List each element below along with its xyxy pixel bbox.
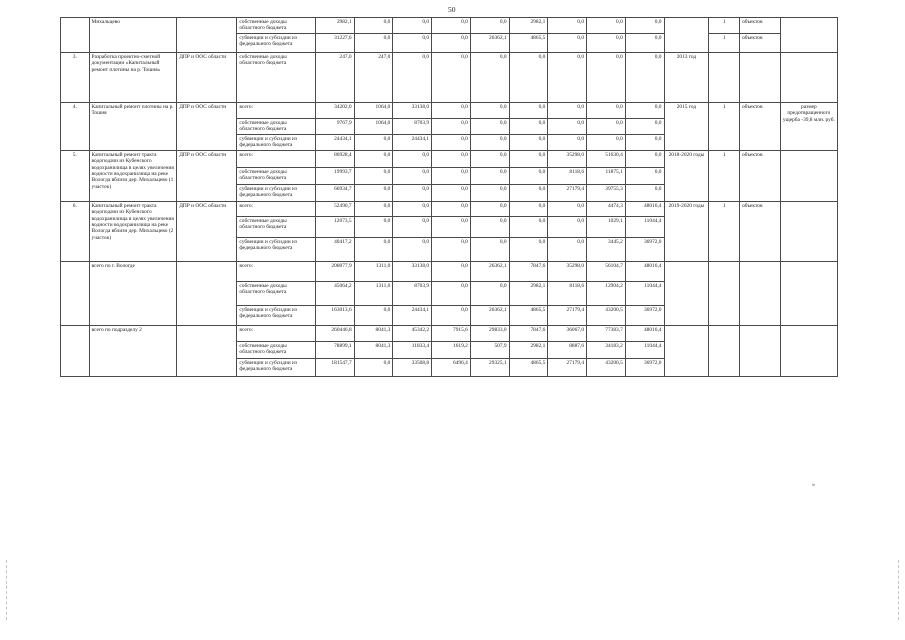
unit-quantity: 1 [709,150,740,201]
term: 2013 год [664,52,709,102]
amount-cell: 0,0 [625,18,664,34]
amount-cell: 29325,1 [470,358,509,376]
table-row [61,261,838,281]
amount-cell: 0,0 [470,118,509,134]
amount-cell: 0,0 [354,184,393,201]
amount-cell: 45342,2 [393,325,432,341]
amount-cell: 0,0 [354,358,393,376]
funding-source: субвенции и субсидии из федерального бюджета [237,305,316,325]
unit-name [739,325,780,376]
amount-cell: 0,0 [393,52,432,102]
amount-cell: 0,0 [509,118,548,134]
amount-cell: 0,0 [509,216,548,237]
amount-cell: 181547,7 [315,358,354,376]
amount-cell: 0,0 [470,167,509,184]
left-margin-marks [6,560,8,620]
amount-cell: 0,0 [432,118,471,134]
amount-cell: 0,0 [548,102,587,118]
note [780,261,837,325]
amount-cell: 35298,0 [548,150,587,167]
table-body [61,18,838,377]
amount-cell: 0,0 [354,201,393,216]
amount-cell: 1619,2 [432,341,471,358]
amount-cell: 26362,1 [470,33,509,52]
amount-cell: 0,0 [587,118,626,134]
amount-cell: 0,0 [432,237,471,261]
amount-cell: 0,0 [509,52,548,102]
amount-cell: 2982,1 [509,341,548,358]
item-number [61,325,90,376]
term: 2015 год [664,102,709,150]
unit-quantity: 1 [709,201,740,261]
executor [177,325,237,376]
amount-cell: 0,0 [432,201,471,216]
amount-cell: 36972,0 [625,358,664,376]
amount-cell: 0,0 [393,201,432,216]
amount-cell: 1064,0 [354,118,393,134]
item-number: 5. [61,150,90,201]
measure-name: Капитальный ремонт тракта водоподачи из Кубенского водохранилища в целях увеличения водности водохранилища на реке Вологда вблизи дер. Михальцево (2 участок) [89,201,177,261]
amount-cell: 2982,1 [509,281,548,305]
amount-cell: 0,0 [354,150,393,167]
amount-cell: 48016,4 [625,201,664,216]
amount-cell: 39755,3 [587,184,626,201]
amount-cell: 8118,6 [548,281,587,305]
unit-name [739,52,780,102]
amount-cell: 0,0 [354,134,393,150]
funding-source: собственные доходы областного бюджета [237,118,316,134]
amount-cell: 4865,5 [509,305,548,325]
amount-cell: 0,0 [625,167,664,184]
amount-cell: 1311,0 [354,261,393,281]
amount-cell: 43200,5 [587,305,626,325]
amount-cell: 0,0 [393,167,432,184]
unit-name: объектов [739,18,780,34]
table-row [61,325,838,341]
note [780,18,837,53]
funding-source: субвенции и субсидии из федерального бюджета [237,33,316,52]
amount-cell: 2982,1 [509,18,548,34]
amount-cell: 8118,6 [548,167,587,184]
term [664,18,709,53]
amount-cell: 8703,9 [393,281,432,305]
amount-cell: 0,0 [509,201,548,216]
amount-cell: 6496,4 [432,358,471,376]
table-row [61,102,838,118]
note [780,52,837,102]
term [664,261,709,325]
amount-cell: 0,0 [470,150,509,167]
amount-cell: 0,0 [470,18,509,34]
funding-source: собственные доходы областного бюджета [237,167,316,184]
amount-cell: 2982,1 [315,18,354,34]
amount-cell: 4474,3 [587,201,626,216]
amount-cell: 0,0 [432,33,471,52]
amount-cell: 11044,4 [625,341,664,358]
unit-quantity: 1 [709,33,740,52]
amount-cell: 34202,0 [315,102,354,118]
amount-cell: 19993,7 [315,167,354,184]
amount-cell: 27179,4 [548,305,587,325]
unit-name: объектов [739,201,780,261]
amount-cell: 24434,1 [315,134,354,150]
amount-cell: 0,0 [548,237,587,261]
amount-cell: 0,0 [625,33,664,52]
amount-cell: 0,0 [548,201,587,216]
amount-cell: 0,0 [548,33,587,52]
amount-cell: 0,0 [625,134,664,150]
amount-cell: 1064,0 [354,102,393,118]
amount-cell: 247,0 [354,52,393,102]
amount-cell: 29833,0 [470,325,509,341]
executor: ДПР и ООС области [177,52,237,102]
amount-cell: 33508,8 [393,358,432,376]
amount-cell: 8041,3 [354,341,393,358]
amount-cell: 11044,4 [625,281,664,305]
amount-cell: 0,0 [432,167,471,184]
amount-cell: 0,0 [509,102,548,118]
amount-cell: 163013,6 [315,305,354,325]
funding-source: всего: [237,325,316,341]
amount-cell: 0,0 [548,52,587,102]
note: размер предотвращенного ущерба -39,8 млн. руб. [780,102,837,150]
amount-cell: 0,0 [509,184,548,201]
amount-cell: 0,0 [393,237,432,261]
table-row [61,150,838,167]
amount-cell: 7847,6 [509,261,548,281]
executor: ДПР и ООС области [177,150,237,201]
amount-cell: 4865,5 [509,33,548,52]
funding-source: всего: [237,201,316,216]
measure-name: всего по подразделу 2 [89,325,177,376]
unit-name: объектов [739,33,780,52]
amount-cell: 0,0 [625,118,664,134]
amount-cell: 0,0 [470,102,509,118]
unit-name: объектов [739,102,780,150]
amount-cell: 4865,5 [509,358,548,376]
term: 2019-2020 годы [664,201,709,261]
amount-cell: 27179,4 [548,358,587,376]
unit-quantity [709,52,740,102]
amount-cell: 0,0 [432,281,471,305]
funding-source: субвенции и субсидии из федерального бюджета [237,134,316,150]
amount-cell: 0,0 [432,261,471,281]
amount-cell: 0,0 [432,150,471,167]
amount-cell: 77383,7 [587,325,626,341]
executor: ДПР и ООС области [177,102,237,150]
unit-quantity: 1 [709,18,740,34]
funding-source: собственные доходы областного бюджета [237,341,316,358]
amount-cell: 43200,5 [587,358,626,376]
amount-cell: 0,0 [432,134,471,150]
budget-table [60,17,838,377]
amount-cell: 0,0 [432,216,471,237]
amount-cell: 86928,4 [315,150,354,167]
table-row [61,52,838,102]
amount-cell: 11875,1 [587,167,626,184]
executor [177,261,237,325]
unit-name: объектов [739,150,780,201]
amount-cell: 0,0 [470,237,509,261]
amount-cell: 0,0 [625,102,664,118]
amount-cell: 7847,6 [509,325,548,341]
amount-cell: 1029,1 [587,216,626,237]
amount-cell: 48016,4 [625,325,664,341]
amount-cell: 0,0 [548,118,587,134]
item-number [61,261,90,325]
unit-quantity [709,325,740,376]
amount-cell: 0,0 [354,237,393,261]
amount-cell: 8041,3 [354,325,393,341]
amount-cell: 208077,9 [315,261,354,281]
amount-cell: 51630,4 [587,150,626,167]
amount-cell: 56104,7 [587,261,626,281]
unit-name [739,261,780,325]
amount-cell: 0,0 [548,134,587,150]
amount-cell: 8887,6 [548,341,587,358]
amount-cell: 3445,2 [587,237,626,261]
amount-cell: 0,0 [432,305,471,325]
amount-cell: 0,0 [470,281,509,305]
measure-name: Капитальный ремонт плотины на р. Тошня [89,102,177,150]
measure-name: всего по г. Вологде [89,261,177,325]
amount-cell: 8703,9 [393,118,432,134]
amount-cell: 48016,4 [625,261,664,281]
amount-cell: 35298,0 [548,261,587,281]
amount-cell: 45064,2 [315,281,354,305]
amount-cell: 34183,2 [587,341,626,358]
amount-cell: 0,0 [587,18,626,34]
amount-cell: 260446,8 [315,325,354,341]
amount-cell: 0,0 [625,184,664,201]
amount-cell: 0,0 [509,167,548,184]
amount-cell: 33138,0 [393,102,432,118]
amount-cell: 0,0 [470,134,509,150]
funding-source: всего: [237,150,316,167]
amount-cell: 0,0 [432,184,471,201]
funding-source: собственные доходы областного бюджета [237,216,316,237]
amount-cell: 12904,2 [587,281,626,305]
executor: ДПР и ООС области [177,201,237,261]
amount-cell: 0,0 [354,216,393,237]
amount-cell: 0,0 [470,52,509,102]
amount-cell: 0,0 [432,52,471,102]
amount-cell: 0,0 [509,134,548,150]
unit-quantity: 1 [709,102,740,150]
amount-cell: 52490,7 [315,201,354,216]
page-number: 50 [448,5,456,14]
amount-cell: 24434,1 [393,305,432,325]
item-number [61,18,90,53]
amount-cell: 0,0 [432,18,471,34]
amount-cell: 0,0 [470,184,509,201]
continuation-mark: » [812,482,815,488]
amount-cell: 12073,5 [315,216,354,237]
table-row [61,18,838,34]
amount-cell: 0,0 [354,167,393,184]
amount-cell: 0,0 [393,33,432,52]
amount-cell: 0,0 [509,237,548,261]
measure-name: Михальцево [89,18,177,53]
amount-cell: 26362,1 [470,261,509,281]
funding-source: всего: [237,261,316,281]
term: 2018-2020 годы [664,150,709,201]
amount-cell: 78899,1 [315,341,354,358]
note [780,325,837,376]
note [780,150,837,201]
amount-cell: 33138,0 [393,261,432,281]
amount-cell: 9767,9 [315,118,354,134]
amount-cell: 0,0 [548,216,587,237]
amount-cell: 0,0 [548,18,587,34]
amount-cell: 0,0 [393,216,432,237]
amount-cell: 31227,6 [315,33,354,52]
amount-cell: 507,9 [470,341,509,358]
amount-cell: 7915,6 [432,325,471,341]
amount-cell: 0,0 [587,102,626,118]
funding-source: всего: [237,102,316,118]
amount-cell: 0,0 [470,201,509,216]
amount-cell: 0,0 [587,134,626,150]
amount-cell: 0,0 [432,102,471,118]
amount-cell: 11833,4 [393,341,432,358]
amount-cell: 0,0 [393,18,432,34]
executor [177,18,237,53]
amount-cell: 0,0 [509,150,548,167]
item-number: 6. [61,201,90,261]
funding-source: субвенции и субсидии из федерального бюджета [237,184,316,201]
amount-cell: 0,0 [354,305,393,325]
amount-cell: 66934,7 [315,184,354,201]
amount-cell: 27179,4 [548,184,587,201]
funding-source: субвенции и субсидии из федерального бюджета [237,358,316,376]
funding-source: собственные доходы областного бюджета [237,281,316,305]
amount-cell: 0,0 [625,150,664,167]
amount-cell: 26362,1 [470,305,509,325]
amount-cell: 0,0 [587,33,626,52]
note [780,201,837,261]
amount-cell: 36972,0 [625,305,664,325]
amount-cell: 0,0 [354,18,393,34]
amount-cell: 36067,0 [548,325,587,341]
amount-cell: 0,0 [470,216,509,237]
amount-cell: 0,0 [625,52,664,102]
amount-cell: 1311,0 [354,281,393,305]
amount-cell: 0,0 [393,184,432,201]
measure-name: Капитальный ремонт тракта водоподачи из Кубенского водохранилища в целях увеличения водности водохранилища на реке Вологда вблизи дер. Михальцево (1 участок) [89,150,177,201]
funding-source: собственные доходы областного бюджета [237,52,316,102]
measure-name: Разработка проектно-сметной документации «Капитальный ремонт плотины на р. Тошня» [89,52,177,102]
item-number: 4. [61,102,90,150]
amount-cell: 247,0 [315,52,354,102]
amount-cell: 0,0 [393,150,432,167]
amount-cell: 0,0 [354,33,393,52]
term [664,325,709,376]
amount-cell: 0,0 [587,52,626,102]
table-row [61,201,838,216]
amount-cell: 36972,0 [625,237,664,261]
right-margin-marks [898,560,900,620]
funding-source: субвенции и субсидии из федерального бюджета [237,237,316,261]
amount-cell: 24434,1 [393,134,432,150]
funding-source: собственные доходы областного бюджета [237,18,316,34]
amount-cell: 11044,4 [625,216,664,237]
item-number: 3. [61,52,90,102]
amount-cell: 40417,2 [315,237,354,261]
unit-quantity [709,261,740,325]
